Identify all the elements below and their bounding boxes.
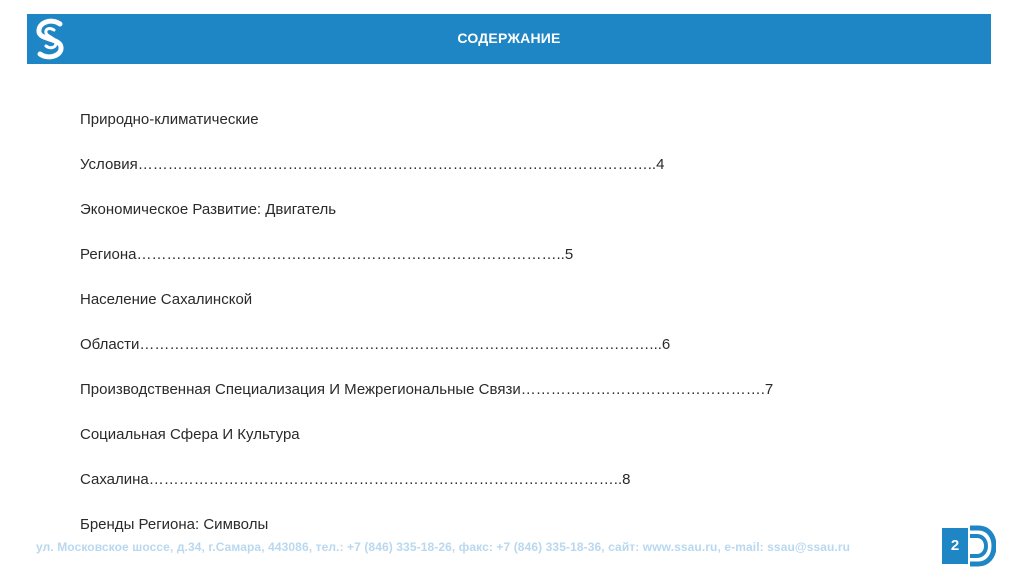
toc-line: Природно-климатические: [80, 111, 259, 128]
table-of-contents: [80, 110, 980, 560]
page-title: СОДЕРЖАНИЕ: [457, 30, 561, 46]
toc-line: Экономическое Развитие: Двигатель: [80, 201, 337, 218]
toc-line: Области…………………………………………………………………………………………...6: [80, 336, 671, 353]
toc-line: Население Сахалинской: [80, 291, 253, 308]
d-logo-icon: [966, 524, 996, 568]
ssau-logo-icon: [30, 14, 72, 64]
toc-line: Региона…………………………………………………………………………..5: [80, 246, 574, 263]
page-number: 2: [942, 528, 968, 564]
toc-line: Социальная Сфера И Культура: [80, 426, 300, 443]
toc-line: Производственная Специализация И Межрегиональные Связи………………………………………….7: [80, 381, 774, 398]
footer-contact-text: ул. Московское шоссе, д.34, г.Самара, 443086, тел.: +7 (846) 335-18-26, факс: +7 (846) 335-18-36, сайт: www.ssau.ru, e-mail: ssau@ssau.ru: [36, 540, 851, 554]
toc-line: Условия…………………………………………………………………………………………..4: [80, 156, 665, 173]
toc-line: Бренды Региона: Символы: [80, 516, 269, 533]
header-bar: [27, 14, 991, 64]
toc-line: Сахалина…………………………………………………………………………………..8: [80, 471, 631, 488]
